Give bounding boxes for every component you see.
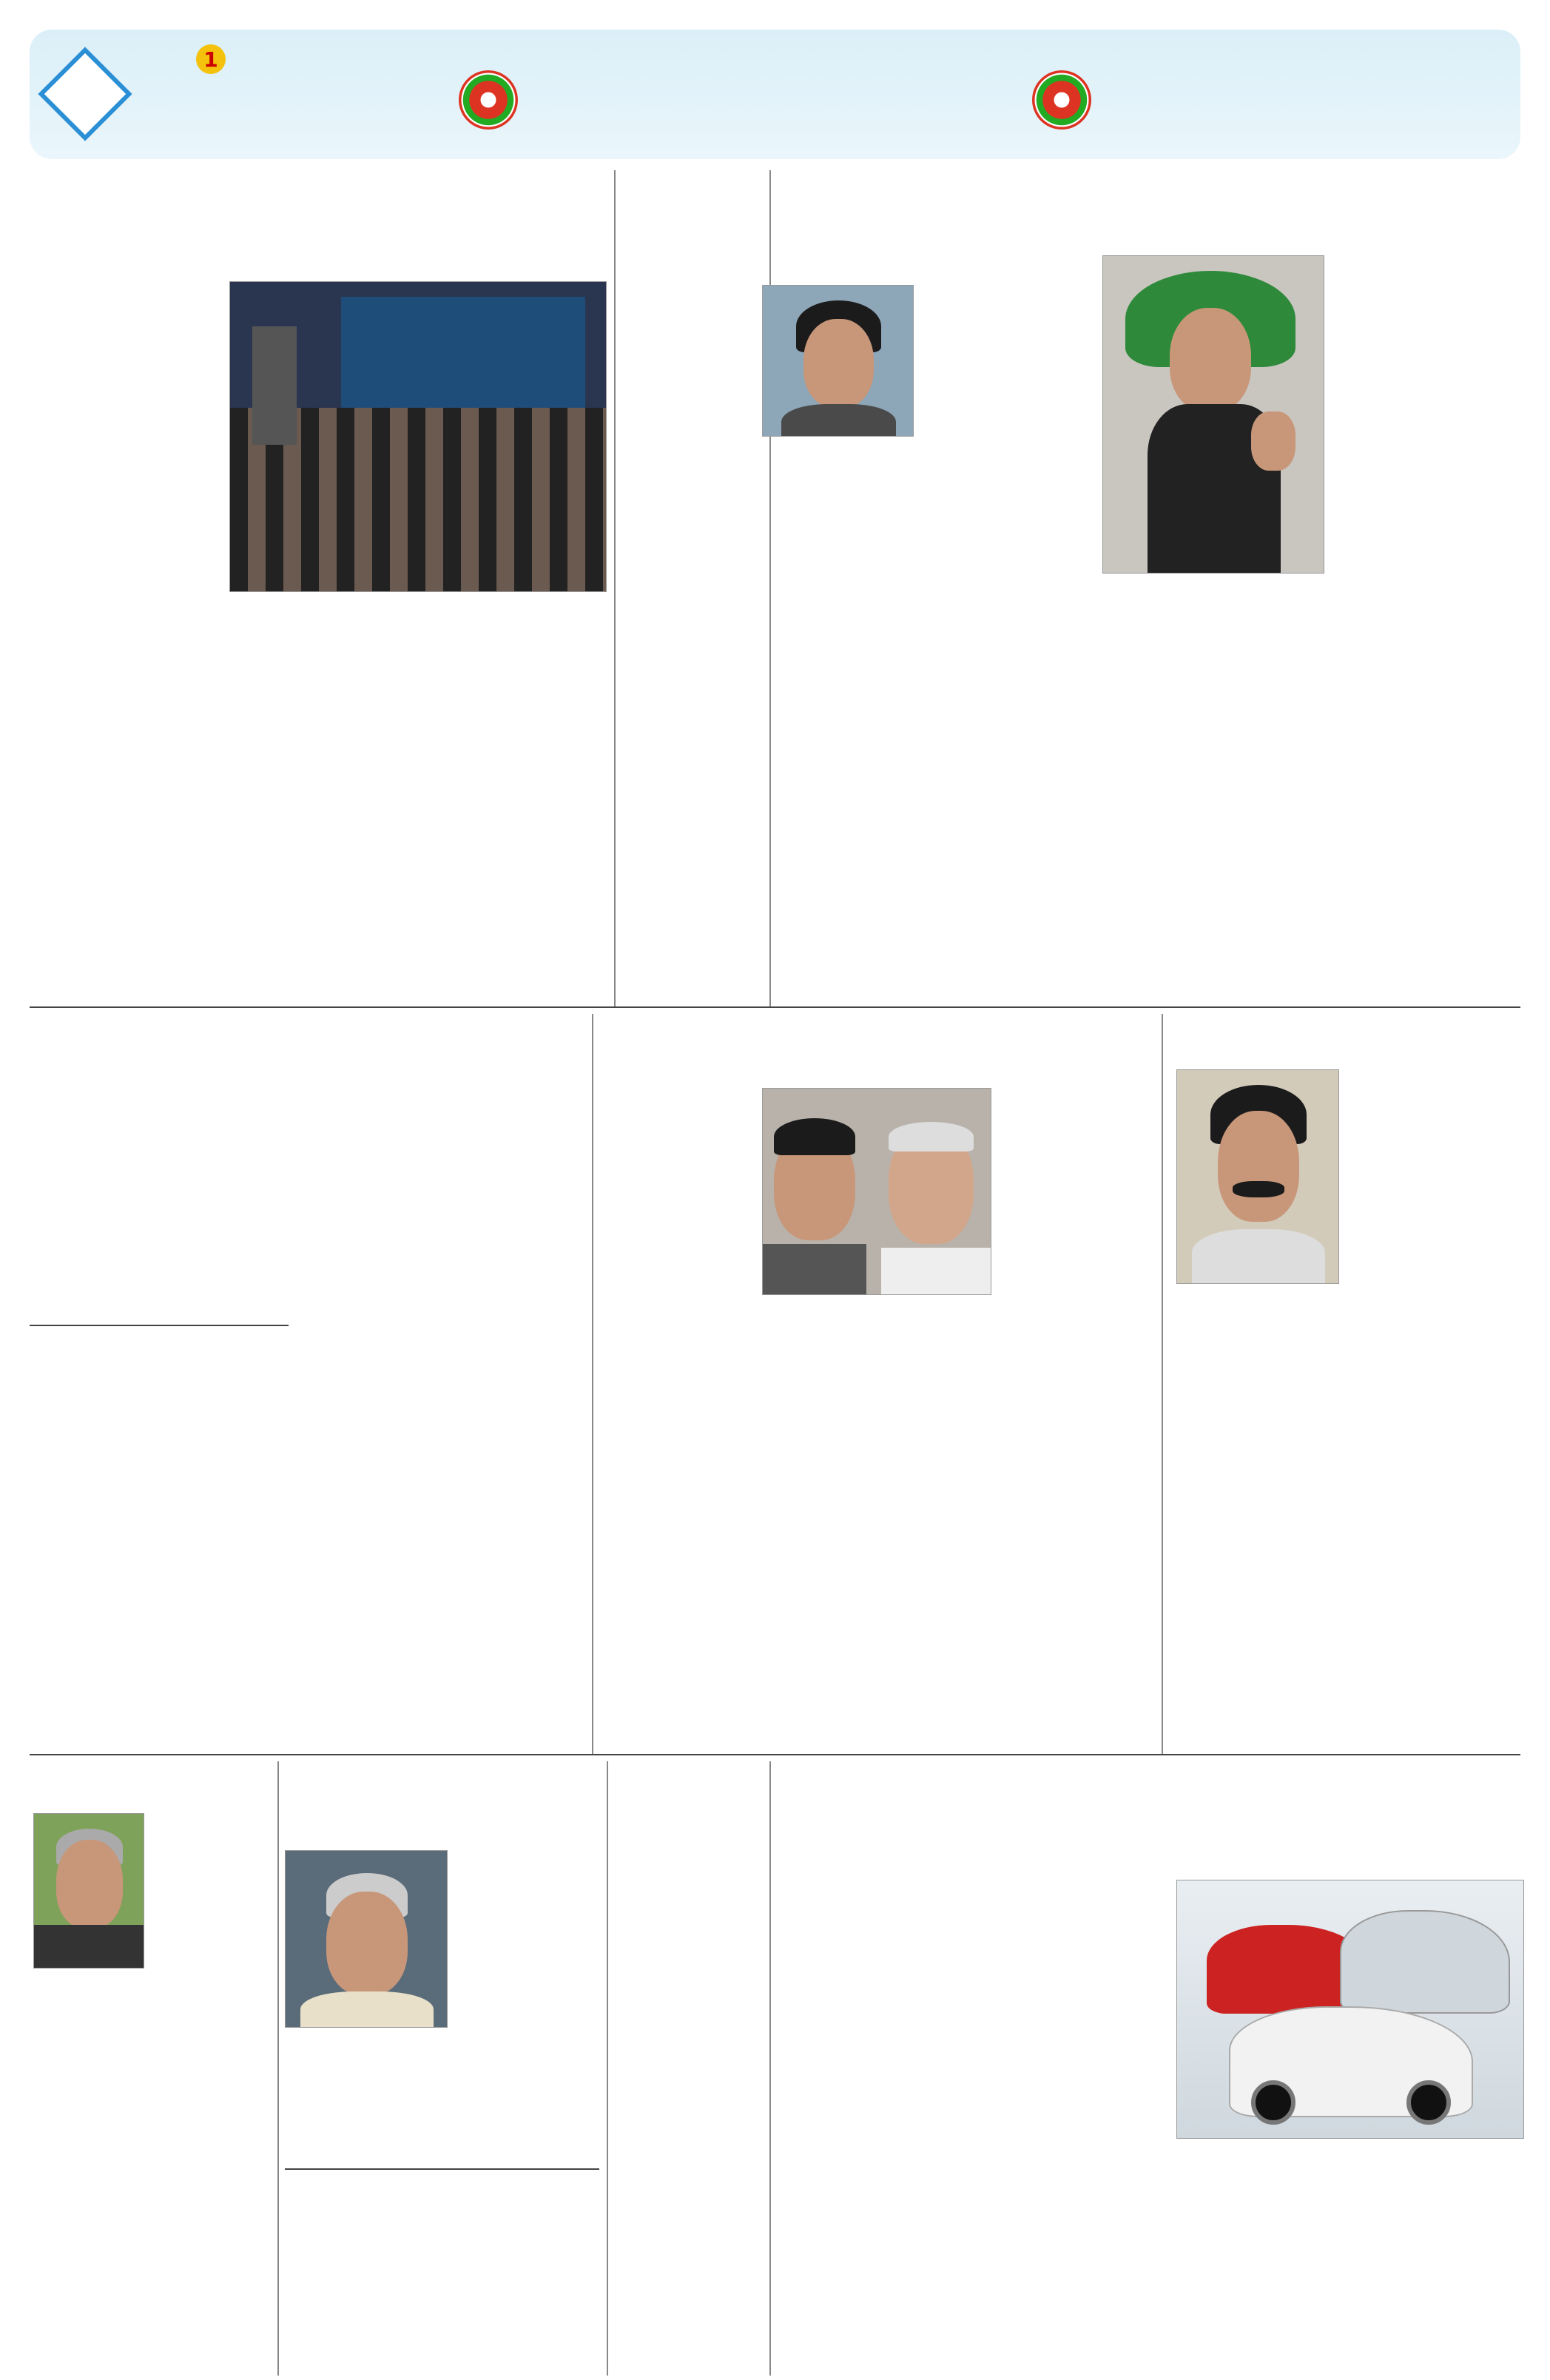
story9-box-body bbox=[285, 2242, 599, 2368]
story10-photo bbox=[33, 1813, 144, 1969]
page-number bbox=[52, 61, 118, 127]
story6-body-col2 bbox=[30, 1129, 289, 1317]
story2-photo bbox=[762, 285, 914, 437]
box-divider bbox=[30, 1325, 289, 1326]
story7-body-col2 bbox=[777, 1839, 1169, 2368]
logo-sun-icon: 1 bbox=[196, 44, 226, 74]
story3-photo bbox=[229, 281, 607, 592]
story3-body-col2 bbox=[229, 599, 607, 1006]
column-rule bbox=[614, 170, 616, 1006]
story2-body bbox=[621, 444, 766, 1006]
story5-body-col3 bbox=[762, 1302, 991, 1747]
newspaper-logo bbox=[144, 44, 277, 148]
story7-photo bbox=[1176, 1880, 1524, 2139]
story4-body-col2 bbox=[1169, 1291, 1524, 1747]
story5-photo bbox=[762, 1088, 991, 1295]
story1-body-col1 bbox=[1339, 289, 1524, 577]
story10-body-col2 bbox=[30, 1976, 270, 2368]
row-divider bbox=[30, 1006, 1520, 1008]
column-rule bbox=[1162, 1014, 1163, 1754]
box-divider bbox=[285, 2168, 599, 2170]
story9-body-col2 bbox=[285, 2035, 448, 2161]
story10-body-col1 bbox=[152, 1843, 270, 1976]
row-divider bbox=[30, 1754, 1520, 1755]
story5-body-col2 bbox=[599, 1088, 755, 1747]
story5-body-col1 bbox=[999, 1110, 1147, 1747]
rosette-right-icon bbox=[1032, 70, 1091, 130]
story9-photo bbox=[285, 1850, 448, 2028]
story6-body-col1 bbox=[296, 1154, 584, 1747]
column-rule bbox=[769, 1761, 771, 2376]
story9-body-col1 bbox=[459, 1865, 599, 2161]
column-rule bbox=[592, 1014, 593, 1754]
story4-body-col1 bbox=[1354, 1095, 1524, 1288]
story1-photo bbox=[1102, 255, 1324, 574]
story7-body-col1 bbox=[1176, 2146, 1524, 2368]
column-rule bbox=[277, 1761, 279, 2376]
story3-body-col1 bbox=[30, 281, 222, 1006]
rosette-left-icon bbox=[459, 70, 518, 130]
story8-body bbox=[614, 1887, 762, 2368]
story4-photo bbox=[1176, 1069, 1339, 1284]
story1-body-col3 bbox=[1102, 585, 1524, 1003]
story6-box-body bbox=[30, 1399, 289, 1747]
column-rule bbox=[607, 1761, 608, 2376]
